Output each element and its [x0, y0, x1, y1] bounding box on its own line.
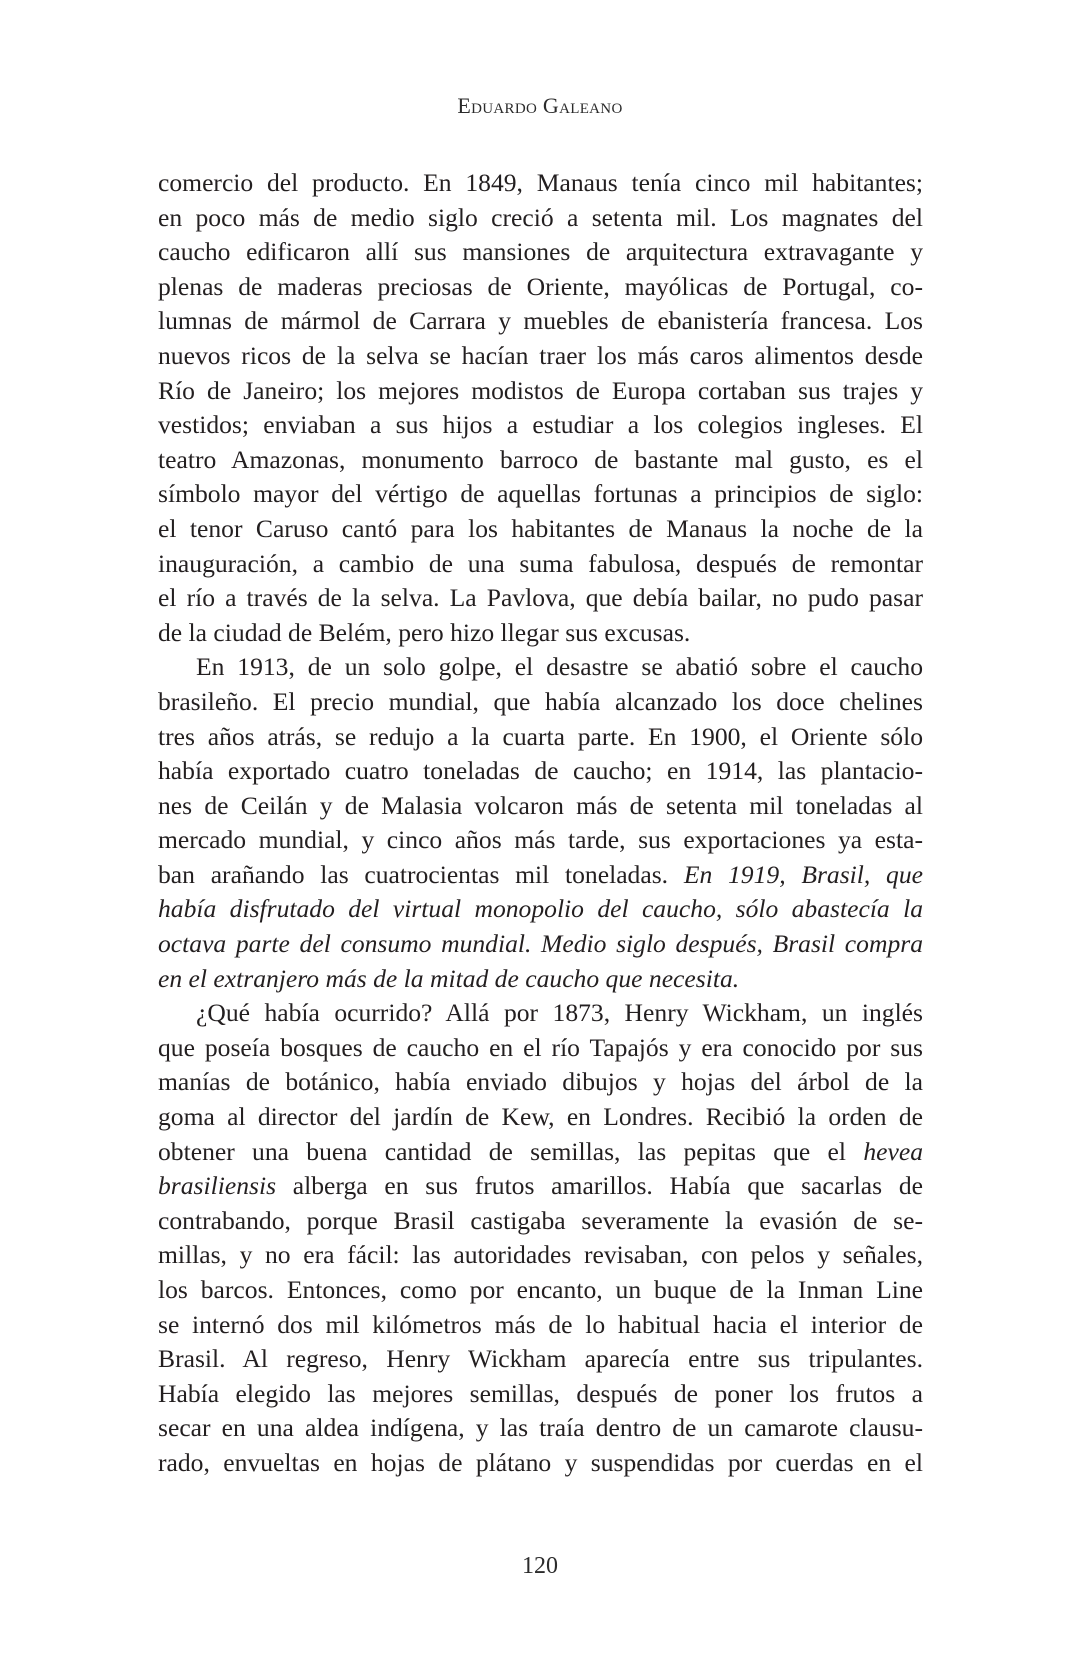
text-line: los barcos. Entonces, como por encanto, un buque de la Inman Line	[158, 1275, 923, 1304]
text-line: brasileño. El precio mundial, que había alcanzado los doce chelines	[158, 686, 923, 716]
text-line: millas, y no era fácil: las autoridades revisaban, con pelos y señales,	[158, 1240, 923, 1270]
text-line: inauguración, a cambio de una suma fabulosa, después de remontar	[158, 548, 923, 578]
text-line: En 1913, de un solo golpe, el desastre se abatió sobre el caucho	[196, 652, 923, 682]
roman-text: ban arañando las cuatrocientas mil toneladas.	[158, 859, 684, 889]
italic-text: brasiliensis	[158, 1171, 277, 1201]
roman-text: obtener una buena cantidad de semillas, las pepitas que el	[158, 1136, 864, 1166]
text-line: vestidos; enviaban a sus hijos a estudiar a los colegios ingleses. El	[158, 410, 923, 440]
text-line: ¿Qué había ocurrido? Allá por 1873, Henry Wickham, un inglés	[196, 998, 923, 1028]
body-text	[158, 166, 923, 1481]
text-line: rado, envueltas en hojas de plátano y suspendidas por cuerdas en el	[158, 1447, 923, 1477]
text-line: goma al director del jardín de Kew, en Londres. Recibió la orden de	[158, 1102, 923, 1132]
text-line	[158, 1135, 923, 1170]
text-line: en el extranjero más de la mitad de caucho que necesita.	[158, 963, 740, 993]
text-line: comercio del producto. En 1849, Manaus tenía cinco mil habitantes;	[158, 168, 923, 197]
text-line: de la ciudad de Belém, pero hizo llegar sus excusas.	[158, 617, 691, 647]
running-header: Eduardo Galeano	[457, 93, 623, 118]
text-line: mercado mundial, y cinco años más tarde, sus exportaciones ya esta-	[158, 825, 923, 855]
italic-text: En 1919, Brasil, que	[683, 859, 924, 889]
text-line: Había elegido las mejores semillas, después de poner los frutos a	[158, 1378, 923, 1408]
text-line: caucho edificaron allí sus mansiones de arquitectura extravagante y	[158, 237, 923, 267]
text-line: tres años atrás, se redujo a la cuarta parte. En 1900, el Oriente sólo	[158, 721, 923, 751]
text-line: había exportado cuatro toneladas de caucho; en 1914, las plantacio-	[158, 756, 923, 786]
text-line: Brasil. Al regreso, Henry Wickham aparecía entre sus tripulantes.	[158, 1344, 923, 1374]
text-line: nes de Ceilán y de Malasia volcaron más de setenta mil toneladas al	[158, 790, 923, 820]
text-line: nuevos ricos de la selva se hacían traer los más caros alimentos desde	[158, 340, 923, 370]
text-line: había disfrutado del virtual monopolio del caucho, sólo abastecía la	[158, 894, 923, 924]
text-line: lumnas de mármol de Carrara y muebles de ebanistería francesa. Los	[158, 306, 923, 336]
text-line: Río de Janeiro; los mejores modistos de Europa cortaban sus trajes y	[158, 375, 923, 405]
text-line: manías de botánico, había enviado dibujos y hojas del árbol de la	[158, 1067, 923, 1097]
text-line: plenas de maderas preciosas de Oriente, mayólicas de Portugal, co-	[158, 271, 923, 301]
text-line: que poseía bosques de caucho en el río Tapajós y era conocido por sus	[158, 1032, 923, 1062]
text-line: contrabando, porque Brasil castigaba severamente la evasión de se-	[158, 1205, 923, 1235]
page-number: 120	[522, 1553, 558, 1579]
text-line	[158, 1169, 923, 1204]
text-line: el tenor Caruso cantó para los habitantes de Manaus la noche de la	[158, 513, 923, 543]
text-line	[158, 858, 923, 893]
text-line: se internó dos mil kilómetros más de lo habitual hacia el interior de	[158, 1309, 923, 1339]
text-line: octava parte del consumo mundial. Medio siglo después, Brasil compra	[158, 929, 923, 959]
text-line: teatro Amazonas, monumento barroco de bastante mal gusto, es el	[158, 444, 923, 474]
roman-text: alberga en sus frutos amarillos. Había que sacarlas de	[276, 1171, 923, 1201]
text-line: símbolo mayor del vértigo de aquellas fortunas a principios de siglo:	[158, 479, 923, 509]
text-line: en poco más de medio siglo creció a setenta mil. Los magnates del	[158, 202, 923, 232]
text-line: secar en una aldea indígena, y las traía dentro de un camarote clausu-	[158, 1413, 923, 1443]
text-line: el río a través de la selva. La Pavlova, que debía bailar, no pudo pasar	[158, 583, 923, 613]
italic-text: hevea	[863, 1136, 923, 1166]
